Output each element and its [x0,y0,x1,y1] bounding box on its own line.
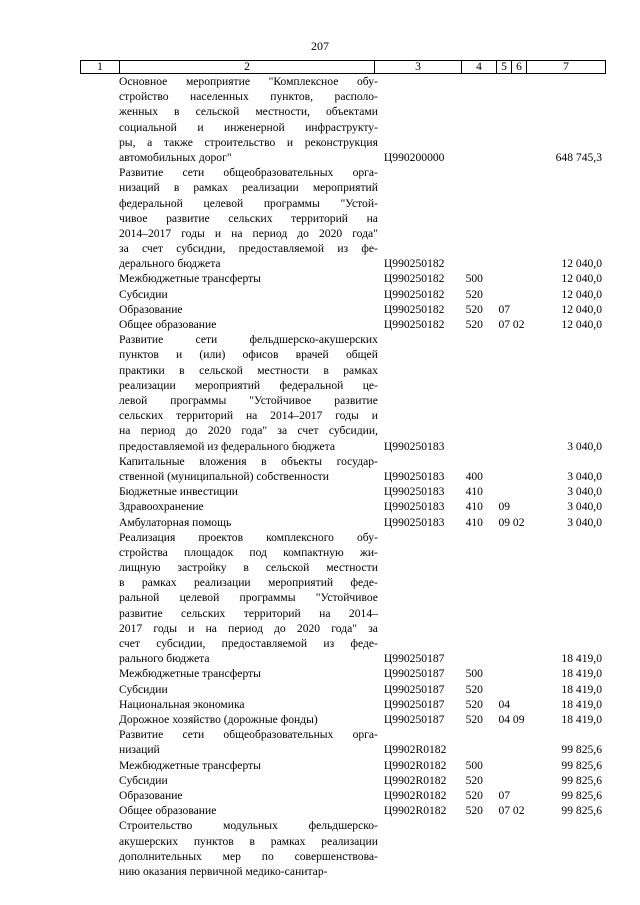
row-expense-type: 400 [465,469,483,483]
description-line: автомобильных дорог" [119,150,232,164]
description-line: Дорожное хозяйство (дорожные фонды) [119,713,318,727]
header-col-4: 4 [462,61,497,74]
description-line: Развитие сети фельдшерско-акушерских [119,333,378,347]
row-target-code: Ц9902R0182 [383,789,447,803]
description-line: низаций в рамках реализации мероприятий [119,181,378,195]
description-line: Здравоохранение [119,500,204,514]
description-line: 2017 годы и на период до 2020 года" за [119,621,378,635]
row-amount: 12 040,0 [561,318,602,332]
table-row [80,758,602,773]
description-line: ственной (муниципальной) собственности [119,469,329,483]
row-expense-type: 520 [465,804,483,818]
row-description [119,74,378,165]
row-expense-type: 500 [465,667,483,681]
row-target-code: Ц990250182 [383,257,445,271]
row-description [119,287,378,302]
description-line: Образование [119,302,183,316]
row-description [119,818,378,879]
row-section: 07 [498,302,511,316]
table-row [80,287,602,302]
header-col-5: 5 [497,61,512,74]
row-target-code: Ц990250183 [383,500,445,514]
table-row [80,666,602,681]
row-expense-type: 520 [465,318,483,332]
row-target-code: Ц990250183 [383,439,445,453]
description-line: левой программы "Устойчивое развитие [119,394,378,407]
row-description [119,271,378,286]
description-line: лищную застройку в сельской местности [119,561,378,575]
table-row [80,712,602,727]
description-line: Межбюджетные трансферты [119,272,261,286]
row-description [119,666,378,681]
row-description [119,530,378,667]
header-col-3: 3 [375,61,462,74]
header-col-7: 7 [527,61,606,74]
description-line: Бюджетные инвестиции [119,485,239,499]
row-target-code: Ц990250182 [383,318,445,332]
row-section: 07 [498,789,511,803]
header-col-1: 1 [81,61,120,74]
table-row [80,530,602,667]
table-row [80,818,602,879]
header-col-2: 2 [120,61,375,74]
row-section: 09 02 [498,515,525,529]
row-description [119,682,378,697]
row-amount: 3 040,0 [567,469,602,483]
row-target-code: Ц990250187 [383,682,445,696]
row-section: 09 [498,500,511,514]
row-target-code: Ц990250187 [383,697,445,711]
description-line: Субсидии [119,287,168,301]
row-amount: 99 825,6 [561,743,602,757]
row-expense-type: 520 [465,302,483,316]
description-line: на период до 2020 года" за счет субсидии, [119,424,378,438]
row-amount: 12 040,0 [561,302,602,316]
row-amount: 3 040,0 [567,515,602,529]
row-target-code: Ц990250187 [383,667,445,681]
table-row [80,74,602,165]
row-description [119,499,378,514]
row-target-code: Ц9902R0182 [383,804,447,818]
description-line: Амбулаторная помощь [119,515,232,529]
row-amount: 18 419,0 [561,652,602,666]
description-line: Образование [119,789,183,803]
row-target-code: Ц990250187 [383,652,445,666]
description-line: рального бюджета [119,652,210,666]
column-header-table [80,60,606,74]
description-line: Общее образование [119,318,217,332]
row-description [119,803,378,818]
row-description [119,332,378,454]
row-amount: 99 825,6 [561,758,602,772]
row-section: 04 [498,697,511,711]
row-amount: 99 825,6 [561,804,602,818]
row-target-code: Ц990250182 [383,272,445,286]
description-line: дерального бюджета [119,257,221,271]
row-expense-type: 520 [465,713,483,727]
description-line: дополнительных мер по совершенствова- [119,849,378,863]
row-amount: 3 040,0 [567,439,602,453]
description-line: ры, а также строительство и реконструкция [119,135,378,149]
row-target-code: Ц9902R0182 [383,773,447,787]
row-description [119,727,378,757]
row-expense-type: 500 [465,272,483,286]
row-description [119,515,378,530]
row-amount: 18 419,0 [561,697,602,711]
table-row [80,317,602,332]
table-row [80,484,602,499]
row-expense-type: 500 [465,758,483,772]
row-target-code: Ц990250187 [383,713,445,727]
description-line: низаций [119,743,160,757]
row-expense-type: 520 [465,697,483,711]
row-description [119,484,378,499]
description-line: акушерских пунктов в рамках реализации [119,834,378,848]
description-line: Развитие сети общеобразовательных орга- [119,166,378,180]
row-target-code: Ц990250182 [383,287,445,301]
table-row [80,727,602,757]
description-line: Капитальные вложения в объекты государ- [119,454,378,468]
row-amount: 99 825,6 [561,773,602,787]
description-line: Национальная экономика [119,697,245,711]
row-expense-type: 520 [465,682,483,696]
row-description [119,773,378,788]
row-target-code: Ц990250183 [383,515,445,529]
table-row [80,271,602,286]
description-line: женных в сельской местности, объектами [119,105,378,119]
row-expense-type: 410 [465,515,483,529]
description-line: в рамках реализации мероприятий феде- [119,576,378,590]
description-line: реализации мероприятий федеральной це- [119,378,378,392]
row-description [119,758,378,773]
description-line: стройство населенных пунктов, располо- [119,90,378,104]
row-target-code: Ц990250182 [383,302,445,316]
description-line: федеральной целевой программы "Устой- [119,196,378,210]
description-line: Развитие сети общеобразовательных орга- [119,728,378,742]
description-line: Реализация проектов комплексного обу- [119,530,378,544]
table-row [80,332,602,454]
description-line: Межбюджетные трансферты [119,758,261,772]
table-row [80,682,602,697]
row-target-code: Ц9902R0182 [383,758,447,772]
row-expense-type: 410 [465,500,483,514]
row-amount: 18 419,0 [561,713,602,727]
row-description [119,454,378,484]
row-expense-type: 410 [465,485,483,499]
row-description [119,712,378,727]
row-section: 07 02 [498,318,525,332]
row-description [119,788,378,803]
description-line: Межбюджетные трансферты [119,667,261,681]
table-row [80,803,602,818]
row-amount: 3 040,0 [567,485,602,499]
row-amount: 648 745,3 [555,150,602,164]
row-amount: 12 040,0 [561,257,602,271]
row-target-code: Ц990200000 [383,150,445,164]
table-row [80,165,602,271]
row-amount: 12 040,0 [561,272,602,286]
description-line: 2014–2017 годы и на период до 2020 года" [119,226,378,240]
row-expense-type: 520 [465,789,483,803]
description-line: Субсидии [119,682,168,696]
description-line: Строительство модульных фельдшерско- [119,819,378,833]
row-amount: 18 419,0 [561,682,602,696]
row-section: 07 02 [498,804,525,818]
description-line: предоставляемой из федерального бюджета [119,439,336,453]
table-row [80,499,602,514]
row-description [119,697,378,712]
description-line: социальной и инженерной инфраструкту- [119,120,378,134]
row-target-code: Ц9902R0182 [383,743,447,757]
row-expense-type: 520 [465,773,483,787]
row-description [119,302,378,317]
description-line: Субсидии [119,773,168,787]
description-line: практики в сельской местности в рамках [119,363,378,377]
row-amount: 3 040,0 [567,500,602,514]
table-row [80,302,602,317]
table-row [80,515,602,530]
row-amount: 18 419,0 [561,667,602,681]
row-target-code: Ц990250183 [383,485,445,499]
row-target-code: Ц990250183 [383,469,445,483]
row-expense-type: 520 [465,287,483,301]
table-row [80,697,602,712]
description-line: ральной целевой программы "Устойчивое [119,591,378,605]
table-row [80,773,602,788]
description-line: счет субсидии, предоставляемой из феде- [119,637,378,651]
table-row [80,788,602,803]
description-line: стройства площадок под компактную жи- [119,545,378,559]
budget-table-body [80,74,602,879]
description-line: Основное мероприятие "Комплексное обу- [119,75,378,88]
description-line: чивое развитие сельских территорий на [119,211,378,225]
page-number: 207 [311,39,329,53]
row-description [119,165,378,271]
description-line: сельских территорий на 2014–2017 годы и [119,409,378,423]
description-line: Общее образование [119,804,217,818]
row-amount: 99 825,6 [561,789,602,803]
header-col-6: 6 [512,61,527,74]
row-description [119,317,378,332]
description-line: пунктов и (или) офисов врачей общей [119,348,378,362]
description-line: развитие сельских территорий на 2014– [119,606,378,620]
row-amount: 12 040,0 [561,287,602,301]
description-line: за счет субсидии, предоставляемой из фе- [119,242,378,256]
table-row [80,454,602,484]
description-line: нию оказания первичной медико-санитар- [119,864,328,878]
row-section: 04 09 [498,713,525,727]
